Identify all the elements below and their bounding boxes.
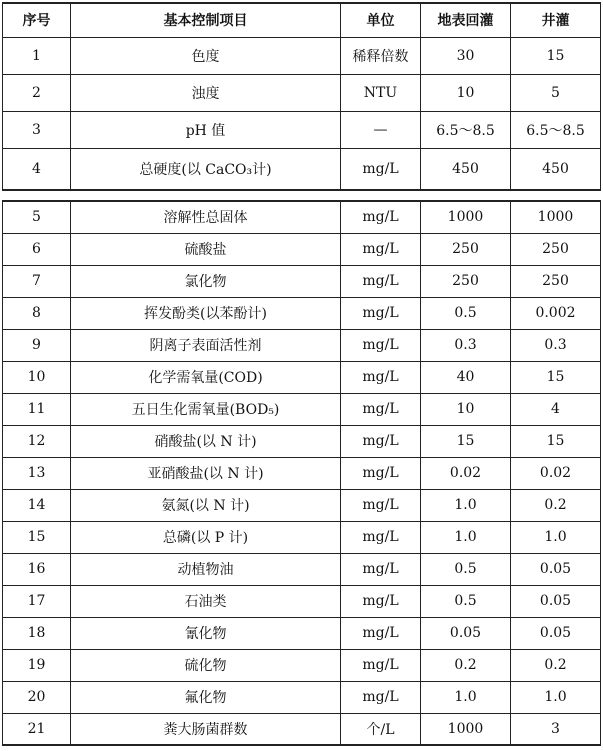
cell-well-recharge: 0.2 bbox=[511, 649, 601, 681]
cell-surface-recharge: 0.3 bbox=[421, 329, 511, 361]
cell-unit: mg/L bbox=[341, 649, 421, 681]
header-well-recharge: 井灌 bbox=[511, 3, 601, 37]
cell-item: 总硬度(以 CaCO₃计) bbox=[71, 148, 341, 190]
cell-surface-recharge: 10 bbox=[421, 74, 511, 111]
cell-unit: mg/L bbox=[341, 393, 421, 425]
header-item: 基本控制项目 bbox=[71, 3, 341, 37]
cell-unit: mg/L bbox=[341, 201, 421, 233]
cell-unit: mg/L bbox=[341, 521, 421, 553]
cell-unit: mg/L bbox=[341, 265, 421, 297]
cell-index: 10 bbox=[3, 361, 71, 393]
cell-unit: mg/L bbox=[341, 329, 421, 361]
cell-item: 硫化物 bbox=[71, 649, 341, 681]
cell-unit: mg/L bbox=[341, 585, 421, 617]
cell-index: 16 bbox=[3, 553, 71, 585]
cell-well-recharge: 0.05 bbox=[511, 553, 601, 585]
cell-well-recharge: 4 bbox=[511, 393, 601, 425]
cell-item: 氟化物 bbox=[71, 681, 341, 713]
table-row bbox=[3, 649, 601, 681]
cell-index: 11 bbox=[3, 393, 71, 425]
table-row bbox=[3, 489, 601, 521]
cell-surface-recharge: 0.02 bbox=[421, 457, 511, 489]
cell-unit: mg/L bbox=[341, 233, 421, 265]
cell-index: 7 bbox=[3, 265, 71, 297]
cell-item: 挥发酚类(以苯酚计) bbox=[71, 297, 341, 329]
cell-index: 8 bbox=[3, 297, 71, 329]
cell-well-recharge: 0.3 bbox=[511, 329, 601, 361]
cell-surface-recharge: 1.0 bbox=[421, 681, 511, 713]
cell-well-recharge: 15 bbox=[511, 361, 601, 393]
cell-item: 总磷(以 P 计) bbox=[71, 521, 341, 553]
cell-item: 氰化物 bbox=[71, 617, 341, 649]
table-row bbox=[3, 457, 601, 489]
cell-well-recharge: 0.02 bbox=[511, 457, 601, 489]
table-row bbox=[3, 233, 601, 265]
cell-well-recharge: 0.2 bbox=[511, 489, 601, 521]
cell-surface-recharge: 0.5 bbox=[421, 585, 511, 617]
cell-index: 9 bbox=[3, 329, 71, 361]
cell-well-recharge: 0.002 bbox=[511, 297, 601, 329]
cell-surface-recharge: 1000 bbox=[421, 201, 511, 233]
cell-index: 2 bbox=[3, 74, 71, 111]
cell-unit: mg/L bbox=[341, 617, 421, 649]
cell-surface-recharge: 1000 bbox=[421, 713, 511, 745]
cell-item: 氯化物 bbox=[71, 265, 341, 297]
cell-surface-recharge: 450 bbox=[421, 148, 511, 190]
cell-surface-recharge: 250 bbox=[421, 233, 511, 265]
table-row bbox=[3, 617, 601, 649]
cell-unit: NTU bbox=[341, 74, 421, 111]
table-row bbox=[3, 74, 601, 111]
cell-unit: mg/L bbox=[341, 361, 421, 393]
table-row bbox=[3, 553, 601, 585]
cell-index: 17 bbox=[3, 585, 71, 617]
cell-surface-recharge: 0.05 bbox=[421, 617, 511, 649]
table-row bbox=[3, 111, 601, 148]
cell-item: 动植物油 bbox=[71, 553, 341, 585]
cell-index: 12 bbox=[3, 425, 71, 457]
cell-index: 6 bbox=[3, 233, 71, 265]
cell-item: 氨氮(以 N 计) bbox=[71, 489, 341, 521]
cell-index: 20 bbox=[3, 681, 71, 713]
cell-unit: — bbox=[341, 111, 421, 148]
table-header-row bbox=[3, 3, 601, 37]
table-row bbox=[3, 713, 601, 745]
cell-well-recharge: 250 bbox=[511, 265, 601, 297]
table-row bbox=[3, 329, 601, 361]
cell-well-recharge: 15 bbox=[511, 37, 601, 74]
cell-unit: 稀释倍数 bbox=[341, 37, 421, 74]
cell-item: 溶解性总固体 bbox=[71, 201, 341, 233]
cell-item: pH 值 bbox=[71, 111, 341, 148]
cell-index: 21 bbox=[3, 713, 71, 745]
cell-index: 4 bbox=[3, 148, 71, 190]
cell-unit: mg/L bbox=[341, 681, 421, 713]
cell-item: 粪大肠菌群数 bbox=[71, 713, 341, 745]
cell-item: 硝酸盐(以 N 计) bbox=[71, 425, 341, 457]
table-row bbox=[3, 425, 601, 457]
cell-well-recharge: 1000 bbox=[511, 201, 601, 233]
cell-index: 19 bbox=[3, 649, 71, 681]
cell-item: 石油类 bbox=[71, 585, 341, 617]
cell-item: 五日生化需氧量(BOD₅) bbox=[71, 393, 341, 425]
cell-well-recharge: 0.05 bbox=[511, 617, 601, 649]
cell-index: 14 bbox=[3, 489, 71, 521]
table-row bbox=[3, 521, 601, 553]
cell-index: 1 bbox=[3, 37, 71, 74]
cell-well-recharge: 250 bbox=[511, 233, 601, 265]
cell-unit: mg/L bbox=[341, 457, 421, 489]
cell-item: 浊度 bbox=[71, 74, 341, 111]
cell-surface-recharge: 250 bbox=[421, 265, 511, 297]
standards-table-part-2 bbox=[2, 200, 601, 746]
table-row bbox=[3, 393, 601, 425]
cell-surface-recharge: 10 bbox=[421, 393, 511, 425]
table-row bbox=[3, 148, 601, 190]
standards-table-part-1 bbox=[2, 2, 601, 191]
cell-unit: mg/L bbox=[341, 297, 421, 329]
cell-surface-recharge: 1.0 bbox=[421, 521, 511, 553]
cell-item: 阴离子表面活性剂 bbox=[71, 329, 341, 361]
cell-well-recharge: 15 bbox=[511, 425, 601, 457]
cell-well-recharge: 3 bbox=[511, 713, 601, 745]
cell-surface-recharge: 6.5～8.5 bbox=[421, 111, 511, 148]
cell-surface-recharge: 30 bbox=[421, 37, 511, 74]
table-row bbox=[3, 201, 601, 233]
cell-unit: mg/L bbox=[341, 148, 421, 190]
cell-well-recharge: 5 bbox=[511, 74, 601, 111]
cell-index: 15 bbox=[3, 521, 71, 553]
cell-surface-recharge: 0.5 bbox=[421, 553, 511, 585]
cell-unit: mg/L bbox=[341, 489, 421, 521]
header-unit: 单位 bbox=[341, 3, 421, 37]
cell-well-recharge: 0.05 bbox=[511, 585, 601, 617]
cell-index: 18 bbox=[3, 617, 71, 649]
cell-unit: mg/L bbox=[341, 553, 421, 585]
header-surface-recharge: 地表回灌 bbox=[421, 3, 511, 37]
table-row bbox=[3, 265, 601, 297]
cell-item: 亚硝酸盐(以 N 计) bbox=[71, 457, 341, 489]
cell-well-recharge: 1.0 bbox=[511, 681, 601, 713]
cell-index: 13 bbox=[3, 457, 71, 489]
cell-well-recharge: 450 bbox=[511, 148, 601, 190]
table-row bbox=[3, 37, 601, 74]
table-row bbox=[3, 361, 601, 393]
cell-surface-recharge: 15 bbox=[421, 425, 511, 457]
table-row bbox=[3, 297, 601, 329]
cell-index: 3 bbox=[3, 111, 71, 148]
cell-index: 5 bbox=[3, 201, 71, 233]
cell-surface-recharge: 0.2 bbox=[421, 649, 511, 681]
cell-well-recharge: 6.5～8.5 bbox=[511, 111, 601, 148]
cell-unit: mg/L bbox=[341, 425, 421, 457]
cell-surface-recharge: 1.0 bbox=[421, 489, 511, 521]
cell-item: 色度 bbox=[71, 37, 341, 74]
cell-item: 化学需氧量(COD) bbox=[71, 361, 341, 393]
table-row bbox=[3, 681, 601, 713]
header-index: 序号 bbox=[3, 3, 71, 37]
cell-unit: 个/L bbox=[341, 713, 421, 745]
cell-item: 硫酸盐 bbox=[71, 233, 341, 265]
cell-surface-recharge: 40 bbox=[421, 361, 511, 393]
cell-well-recharge: 1.0 bbox=[511, 521, 601, 553]
table-row bbox=[3, 585, 601, 617]
cell-surface-recharge: 0.5 bbox=[421, 297, 511, 329]
